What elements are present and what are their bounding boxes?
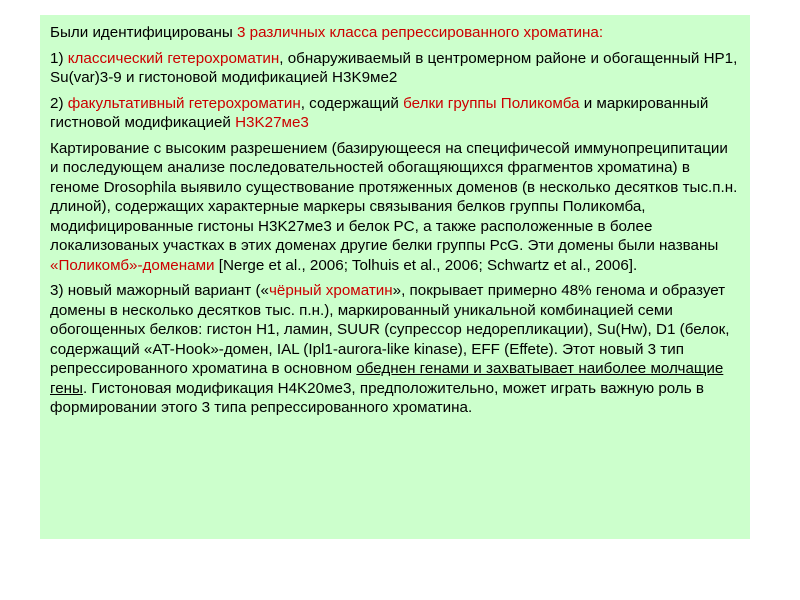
p2-term: факультативный гетерохроматин (67, 94, 301, 112)
p4-text-1: 3) новый мажорный вариант (« (50, 282, 269, 299)
slide-text-box (40, 15, 750, 539)
p4-black-chromatin: чёрный хроматин (268, 282, 393, 299)
p3-text-1: Картирование с высоким разрешением (базирующееся на специфичесой иммунопреципитации и последующем анализе последовательностей обогащяющихся фрагментов хроматина) в геноме Drosophila выявило существование протяженных доменов (в несколько десятков тыс.п.н. длиной), содержащих характерные маркеры связывания белков группы Поликомба, модифицированные гистоны H3K27ме3 и белок PC, а также расположенные в более локализованых участках в этих доменах другие белки группы PcG. Эти домены были названы (50, 139, 738, 254)
p3-citations: [Nerge et al., 2006; Tolhuis et al., 2006; Schwartz et al., 2006]. (214, 256, 638, 274)
p2-text-1: , содержащий (300, 94, 404, 112)
intro-highlight: 3 различных класса репрессированного хроматина: (237, 24, 604, 41)
paragraph-facultative-heterochromatin (50, 94, 740, 133)
paragraph-constitutive-heterochromatin (50, 49, 740, 88)
p4-underlined-phrase: обеднен генами и захватывает наиболее молчащие гены (50, 360, 724, 397)
p4-text-2: », покрывает примерно 48% генома и образует домены в несколько десятков тыс. п.н.), маркированный уникальной комбинацией семи обогощенных белков: гистон H1, ламин, SUUR (супрессор недорепликации), Su(Hw), D1 (белок, содержащий «AT-Hook»-домен, IAL (Ipl1-aurora-like kinase), EFF (Effete). Этот новый 3 тип репрессированного хроматина в основном (50, 282, 730, 377)
intro-text: Были идентифицированы (50, 24, 237, 41)
p2-number: 2) (50, 94, 68, 112)
p1-number: 1) (50, 49, 68, 67)
paragraph-black-chromatin (50, 281, 740, 418)
p4-text-3: . Гистоновая модификация H4K20ме3, предположительно, может играть важную роль в формировании этого 3 типа репрессированного хроматина. (50, 379, 704, 416)
p2-text-2: и маркированный гистновой модификацией (50, 94, 709, 131)
p2-polycomb-proteins: белки группы Поликомба (403, 94, 580, 112)
p1-term: классический гетерохроматин (67, 49, 280, 67)
p3-polycomb-domains: «Поликомб»-доменами (50, 256, 215, 274)
p2-h3k27me3: H3K27ме3 (235, 114, 309, 131)
paragraph-mapping (50, 139, 740, 276)
intro-paragraph (50, 23, 740, 43)
p1-text: , обнаруживаемый в центромерном районе и обогащенный HP1, Su(var)3-9 и гистоновой модификацией H3K9ме2 (50, 49, 738, 86)
